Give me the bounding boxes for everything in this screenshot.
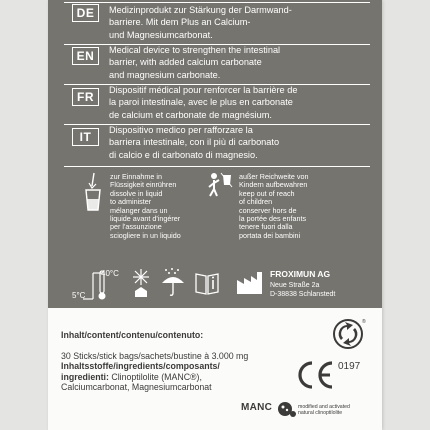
svg-text:®: ®: [362, 319, 366, 325]
lang-text-fr: Dispositif médical pour renforcer la barrière de la paroi intestinale, avec le plus en carbonate de calcium et carbonate de magnésium.: [109, 85, 298, 120]
manufacturer-address: Neue Straße 2a D-38838 Schlanstedt: [270, 282, 336, 298]
max-temperature: 40°C: [101, 269, 119, 278]
brand-tagline: modified and activated natural clinoptilolite: [298, 404, 350, 416]
divider: [64, 2, 370, 3]
lang-text-it: Dispositivo medico per rafforzare la barriera intestinale, con il più di carbonato di calcio e di carbonato di magnesio.: [109, 125, 280, 160]
intake-instructions: zur Einnahme in Flüssigkeit einrühren dissolve in liquid to administer mélanger dans un liquide avant d'ingérer per l'assunzione sciogliere in un liquido: [110, 172, 181, 240]
ingredients: [61, 350, 220, 393]
lang-code-it: IT: [72, 128, 99, 146]
package-panel: [48, 0, 382, 430]
lang-code-fr: FR: [72, 88, 99, 106]
ce-notified-body-number: 0197: [338, 361, 361, 372]
keep-away-from-sunlight-icon: [130, 268, 152, 298]
children-warning: außer Reichweite von Kindern aufbewahren keep out of reach of children conserver hors de la portée des enfants tenere fuori dalla portata dei bambini: [239, 172, 309, 240]
ingredients-value: Clinoptilolite (MANC®), Calciumcarbonat, Magnesiumcarbonat: [61, 371, 212, 393]
keep-away-from-children-icon: [205, 171, 233, 199]
consult-instructions-icon: [194, 270, 220, 296]
manufacturer-icon: [235, 270, 265, 296]
min-temperature: 5°C: [72, 291, 86, 300]
green-dot-recycling-icon: [331, 316, 367, 352]
lang-text-de: Medizinprodukt zur Stärkung der Darmwand- barriere. Mit dem Plus an Calcium- und Magnesiumcarbonat.: [109, 5, 292, 40]
ce-mark-icon: [296, 360, 336, 390]
keep-dry-icon: [160, 267, 186, 297]
lang-code-de: DE: [72, 4, 99, 22]
mineral-crystal-icon: [277, 402, 297, 418]
contents-value: 30 Sticks/stick bags/sachets/bustine à 3.000 mg: [61, 351, 249, 362]
brand-logo: MANC: [241, 402, 273, 413]
lang-text-en: Medical device to strengthen the intestinal barrier, with added calcium carbonate and magnesium carbonate.: [109, 45, 281, 80]
divider: [64, 166, 370, 167]
ingredients-heading: Inhaltsstoffe/ingredients/composants/ ingredienti:: [61, 360, 220, 382]
lang-code-en: EN: [72, 47, 99, 65]
contents-heading: Inhalt/content/contenu/contenuto:: [61, 329, 204, 340]
manufacturer-name: FROXIMUN AG: [270, 269, 331, 279]
stir-in-liquid-icon: [82, 172, 104, 214]
info-panel: [48, 0, 382, 308]
